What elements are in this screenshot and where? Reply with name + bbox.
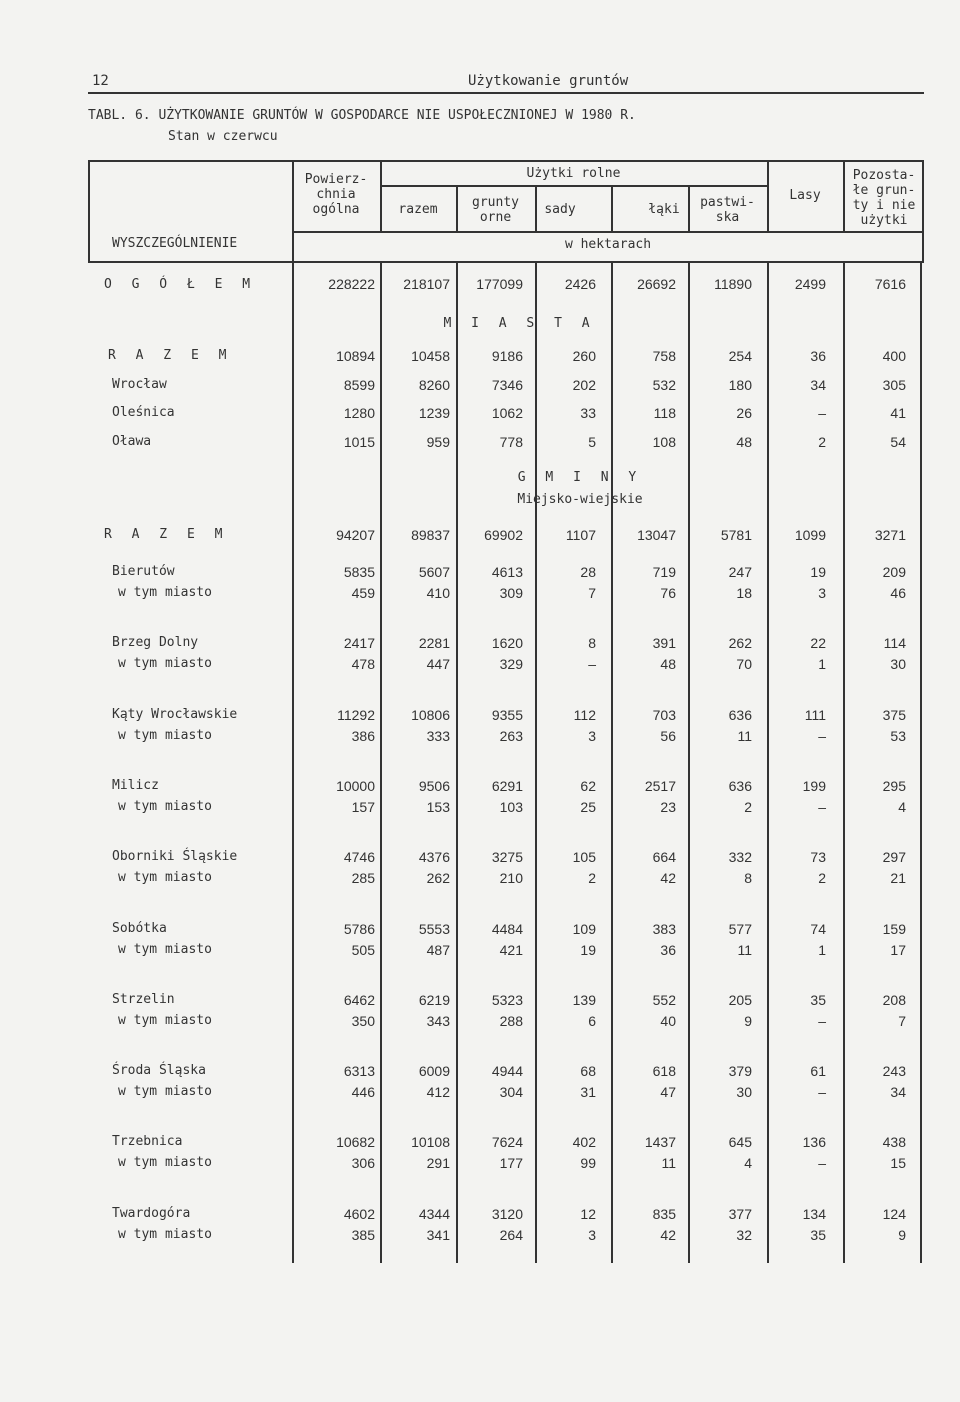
cell-value: 2 bbox=[588, 870, 596, 887]
cell-value: 1062 bbox=[491, 405, 523, 421]
cell-value: 12 bbox=[580, 1205, 596, 1222]
cell-value: 2 bbox=[744, 798, 752, 815]
cell-value: 10000 bbox=[336, 777, 375, 794]
cell-value: 4 bbox=[898, 798, 906, 815]
cell-value: 532 bbox=[652, 376, 676, 393]
cell-value: 1437 bbox=[644, 1134, 676, 1151]
row-label-w-tym-miasto: w tym miasto bbox=[118, 798, 212, 814]
cell-value: 1280 bbox=[343, 405, 375, 421]
cell-value: 11 bbox=[661, 1155, 676, 1172]
cell-value: 136 bbox=[802, 1134, 826, 1151]
cell-value: 329 bbox=[499, 656, 523, 673]
col-header-line: chnia bbox=[316, 187, 356, 202]
col-header-grunty-orne bbox=[456, 195, 535, 225]
cell-value: 5786 bbox=[343, 920, 375, 937]
cell-value: 112 bbox=[573, 706, 596, 723]
cell-value: 10806 bbox=[411, 706, 450, 723]
cell-value: 636 bbox=[728, 706, 752, 723]
cell-value: 53 bbox=[890, 727, 906, 744]
cell-value: 391 bbox=[652, 635, 676, 652]
cell-value: 10458 bbox=[411, 348, 450, 364]
cell-value: 7 bbox=[588, 585, 596, 601]
section-title-gminy: G M I N Y bbox=[517, 470, 643, 485]
cell-value: 10894 bbox=[336, 348, 375, 364]
cell-value: 28 bbox=[580, 564, 596, 580]
cell-value: 9506 bbox=[418, 777, 450, 794]
col-header-line: łe grun- bbox=[852, 183, 916, 198]
cell-value: 385 bbox=[351, 1226, 375, 1243]
cell-value: 10108 bbox=[411, 1134, 450, 1151]
cell-value: 9355 bbox=[491, 706, 523, 723]
cell-value: 157 bbox=[351, 798, 375, 815]
cell-value: 778 bbox=[499, 433, 523, 450]
cell-value: 297 bbox=[882, 849, 906, 866]
cell-value: 103 bbox=[499, 798, 523, 815]
row-label-w-tym-miasto: w tym miasto bbox=[118, 941, 212, 957]
col-header-line: pastwi- bbox=[700, 195, 755, 210]
cell-value: 111 bbox=[804, 706, 826, 723]
cell-value: 1239 bbox=[418, 405, 450, 421]
row-label-gminy-razem: R A Z E M bbox=[104, 527, 229, 542]
cell-value: 9186 bbox=[491, 348, 523, 364]
cell-value: 438 bbox=[882, 1134, 906, 1151]
cell-value: 1107 bbox=[565, 527, 596, 543]
cell-value: 210 bbox=[499, 870, 523, 887]
cell-value: 7624 bbox=[491, 1134, 523, 1151]
cell-value: 11292 bbox=[337, 706, 375, 723]
row-label-gmina: Trzebnica bbox=[112, 1134, 183, 1150]
cell-value: 343 bbox=[426, 1012, 450, 1029]
cell-value: 218107 bbox=[403, 276, 450, 292]
cell-value: 9 bbox=[898, 1226, 906, 1243]
cell-value: 8 bbox=[588, 635, 596, 652]
cell-value: 54 bbox=[890, 433, 906, 450]
cell-value: 108 bbox=[652, 433, 676, 450]
row-label-w-tym-miasto: w tym miasto bbox=[118, 1012, 212, 1028]
divider bbox=[380, 185, 767, 187]
cell-value: 42 bbox=[660, 870, 676, 887]
col-header-pozostale bbox=[845, 168, 923, 228]
cell-value: 341 bbox=[426, 1226, 450, 1243]
cell-value: 447 bbox=[426, 656, 450, 673]
section-title-miasta: M I A S T A bbox=[443, 316, 596, 331]
divider bbox=[292, 231, 924, 233]
cell-value: 446 bbox=[351, 1084, 375, 1101]
cell-value: 48 bbox=[660, 656, 676, 673]
cell-value: 758 bbox=[652, 348, 676, 364]
cell-value: 478 bbox=[351, 656, 375, 673]
cell-value: 99 bbox=[580, 1155, 596, 1172]
cell-value: 1099 bbox=[794, 527, 826, 543]
cell-value: 3120 bbox=[491, 1205, 523, 1222]
col-header-line: orne bbox=[479, 210, 512, 225]
row-label-gmina: Brzeg Dolny bbox=[112, 635, 199, 651]
cell-value: 4613 bbox=[491, 564, 523, 580]
col-header-pastwiska bbox=[688, 195, 767, 225]
cell-value: 1 bbox=[818, 656, 826, 673]
row-label: Oleśnica bbox=[112, 405, 175, 420]
cell-value: 10682 bbox=[336, 1134, 375, 1151]
running-title: Użytkowanie gruntów bbox=[468, 73, 629, 89]
row-label-gmina: Środa Śląska bbox=[112, 1063, 206, 1079]
col-header-line: ska bbox=[715, 210, 740, 225]
cell-value: 2517 bbox=[644, 777, 676, 794]
cell-value: 9 bbox=[744, 1012, 752, 1029]
row-label: R A Z E M bbox=[108, 348, 233, 363]
cell-value: – bbox=[818, 727, 826, 744]
cell-value: 109 bbox=[572, 920, 596, 937]
divider bbox=[611, 185, 613, 231]
cell-value: 114 bbox=[883, 635, 906, 652]
cell-value: 7 bbox=[898, 1012, 906, 1029]
cell-value: 124 bbox=[882, 1205, 906, 1222]
cell-value: 36 bbox=[810, 348, 826, 364]
cell-value: 26692 bbox=[637, 276, 676, 292]
cell-value: 94207 bbox=[336, 527, 375, 543]
cell-value: 21 bbox=[890, 870, 906, 887]
cell-value: 159 bbox=[882, 920, 906, 937]
row-label-w-tym-miasto: w tym miasto bbox=[118, 585, 212, 600]
cell-value: 703 bbox=[652, 706, 676, 723]
cell-value: 4376 bbox=[418, 849, 450, 866]
cell-value: 34 bbox=[810, 376, 826, 393]
cell-value: 5553 bbox=[418, 920, 450, 937]
row-label: Oława bbox=[112, 433, 152, 449]
cell-value: 8599 bbox=[343, 376, 375, 393]
cell-value: 180 bbox=[728, 376, 752, 393]
row-label-gmina: Milicz bbox=[112, 777, 159, 793]
cell-value: 6219 bbox=[418, 991, 450, 1008]
cell-value: 305 bbox=[882, 376, 906, 393]
cell-value: 350 bbox=[351, 1012, 375, 1029]
cell-value: 11 bbox=[737, 941, 752, 958]
cell-value: 577 bbox=[728, 920, 752, 937]
cell-value: 4484 bbox=[491, 920, 523, 937]
cell-value: 31 bbox=[580, 1084, 596, 1101]
cell-value: 2281 bbox=[418, 635, 450, 652]
cell-value: 208 bbox=[882, 991, 906, 1008]
cell-value: 421 bbox=[499, 941, 523, 958]
col-header-line: Powierz- bbox=[304, 172, 368, 187]
cell-value: 19 bbox=[580, 941, 596, 958]
col-header-wyszczegolnienie: WYSZCZEGÓLNIENIE bbox=[112, 236, 238, 251]
cell-value: 3271 bbox=[874, 527, 906, 543]
cell-value: 5835 bbox=[343, 564, 375, 580]
unit-label: w hektarach bbox=[564, 237, 652, 252]
col-header-line: Pozosta- bbox=[852, 168, 916, 183]
cell-value: 46 bbox=[890, 585, 906, 601]
row-label-w-tym-miasto: w tym miasto bbox=[118, 727, 212, 743]
cell-value: 1620 bbox=[491, 635, 523, 652]
cell-value: 41 bbox=[890, 405, 906, 421]
cell-value: 153 bbox=[426, 798, 450, 815]
page-number: 12 bbox=[92, 73, 109, 89]
cell-value: 205 bbox=[728, 991, 752, 1008]
cell-value: 262 bbox=[426, 870, 450, 887]
section-subtitle-gminy: Miejsko-wiejskie bbox=[517, 492, 643, 507]
cell-value: 30 bbox=[736, 1084, 752, 1101]
cell-value: 30 bbox=[890, 656, 906, 673]
cell-value: 285 bbox=[351, 870, 375, 887]
cell-value: 76 bbox=[660, 585, 676, 601]
cell-value: – bbox=[818, 1084, 826, 1101]
cell-value: 243 bbox=[882, 1063, 906, 1080]
cell-value: 61 bbox=[810, 1063, 826, 1080]
cell-value: 618 bbox=[652, 1063, 676, 1080]
cell-value: 6462 bbox=[343, 991, 375, 1008]
cell-value: 505 bbox=[351, 941, 375, 958]
col-header-uzytki-rolne: Użytki rolne bbox=[526, 166, 621, 181]
cell-value: 288 bbox=[499, 1012, 523, 1029]
cell-value: 34 bbox=[890, 1084, 906, 1101]
col-header-line: użytki bbox=[860, 213, 908, 228]
cell-value: 254 bbox=[728, 348, 752, 364]
cell-value: 177 bbox=[499, 1155, 523, 1172]
cell-value: 2499 bbox=[794, 276, 826, 292]
row-label: Wrocław bbox=[112, 376, 167, 392]
cell-value: 636 bbox=[728, 777, 752, 794]
cell-value: 3 bbox=[818, 585, 826, 601]
cell-value: 6 bbox=[588, 1012, 596, 1029]
cell-value: 379 bbox=[728, 1063, 752, 1080]
row-label-gmina: Bierutów bbox=[112, 564, 175, 579]
cell-value: 2426 bbox=[564, 276, 596, 292]
cell-value: 23 bbox=[660, 798, 676, 815]
cell-value: 304 bbox=[499, 1084, 523, 1101]
row-label-w-tym-miasto: w tym miasto bbox=[118, 1155, 212, 1171]
cell-value: 118 bbox=[653, 405, 676, 421]
col-header-laki: łąki bbox=[648, 202, 680, 217]
cell-value: 89837 bbox=[411, 527, 450, 543]
row-label-gmina: Sobótka bbox=[112, 920, 167, 936]
cell-value: 664 bbox=[652, 849, 676, 866]
cell-value: – bbox=[818, 798, 826, 815]
cell-value: 332 bbox=[728, 849, 752, 866]
cell-value: – bbox=[818, 1012, 826, 1029]
cell-value: 719 bbox=[652, 564, 676, 580]
cell-value: 4602 bbox=[343, 1205, 375, 1222]
cell-value: 32 bbox=[736, 1226, 752, 1243]
cell-value: 262 bbox=[728, 635, 752, 652]
cell-value: 13047 bbox=[637, 527, 676, 543]
row-label-w-tym-miasto: w tym miasto bbox=[118, 656, 212, 672]
row-label-gmina: Kąty Wrocławskie bbox=[112, 706, 238, 722]
cell-value: 375 bbox=[882, 706, 906, 723]
cell-value: 35 bbox=[810, 1226, 826, 1243]
cell-value: 70 bbox=[736, 656, 752, 673]
cell-value: 35 bbox=[810, 991, 826, 1008]
cell-value: 139 bbox=[572, 991, 596, 1008]
row-label-w-tym-miasto: w tym miasto bbox=[118, 870, 212, 886]
cell-value: 263 bbox=[499, 727, 523, 744]
cell-value: 402 bbox=[572, 1134, 596, 1151]
cell-value: 202 bbox=[572, 376, 596, 393]
cell-value: 552 bbox=[652, 991, 676, 1008]
cell-value: 74 bbox=[810, 920, 826, 937]
cell-value: 47 bbox=[660, 1084, 676, 1101]
cell-value: 228222 bbox=[328, 276, 375, 292]
cell-value: 3 bbox=[588, 727, 596, 744]
cell-value: 33 bbox=[580, 405, 596, 421]
divider bbox=[920, 263, 922, 1263]
cell-value: 377 bbox=[728, 1205, 752, 1222]
cell-value: 835 bbox=[652, 1205, 676, 1222]
cell-value: 264 bbox=[499, 1226, 523, 1243]
table-title: TABL. 6. UŻYTKOWANIE GRUNTÓW W GOSPODARCE NIE USPOŁECZNIONEJ W 1980 R. bbox=[88, 108, 636, 123]
cell-value: 40 bbox=[660, 1012, 676, 1029]
cell-value: 412 bbox=[426, 1084, 450, 1101]
cell-value: 400 bbox=[882, 348, 906, 364]
cell-value: 4 bbox=[744, 1155, 752, 1172]
row-label-ogolem: O G Ó Ł E M bbox=[104, 277, 257, 292]
col-header-line: grunty bbox=[472, 195, 519, 210]
cell-value: 5781 bbox=[720, 527, 752, 543]
col-header-powierzchnia bbox=[296, 172, 376, 217]
cell-value: 295 bbox=[882, 777, 906, 794]
cell-value: 6291 bbox=[491, 777, 523, 794]
cell-value: 6313 bbox=[343, 1063, 375, 1080]
cell-value: – bbox=[818, 405, 826, 421]
cell-value: 22 bbox=[810, 635, 826, 652]
row-label-gmina: Strzelin bbox=[112, 991, 175, 1007]
cell-value: 25 bbox=[580, 798, 596, 815]
cell-value: 2417 bbox=[343, 635, 375, 652]
cell-value: 383 bbox=[652, 920, 676, 937]
cell-value: 134 bbox=[802, 1205, 826, 1222]
cell-value: 18 bbox=[736, 585, 752, 601]
cell-value: 309 bbox=[499, 585, 523, 601]
cell-value: 4944 bbox=[491, 1063, 523, 1080]
cell-value: 306 bbox=[351, 1155, 375, 1172]
cell-value: 487 bbox=[426, 941, 450, 958]
cell-value: 1015 bbox=[343, 433, 375, 450]
row-label-gmina: Oborniki Śląskie bbox=[112, 849, 238, 865]
table-subtitle: Stan w czerwcu bbox=[168, 129, 278, 144]
cell-value: 291 bbox=[426, 1155, 450, 1172]
cell-value: 8 bbox=[744, 870, 752, 887]
cell-value: 5 bbox=[588, 433, 596, 450]
row-label-w-tym-miasto: w tym miasto bbox=[118, 1226, 212, 1242]
row-label-w-tym-miasto: w tym miasto bbox=[118, 1084, 212, 1100]
cell-value: 4746 bbox=[343, 849, 375, 866]
cell-value: 5323 bbox=[491, 991, 523, 1008]
cell-value: 959 bbox=[426, 433, 450, 450]
cell-value: 42 bbox=[660, 1226, 676, 1243]
row-label-gmina: Twardogóra bbox=[112, 1205, 191, 1221]
cell-value: 11890 bbox=[714, 276, 752, 292]
cell-value: 2 bbox=[818, 433, 826, 450]
cell-value: 48 bbox=[736, 433, 752, 450]
cell-value: 15 bbox=[890, 1155, 906, 1172]
col-header-line: ty i nie bbox=[852, 198, 916, 213]
cell-value: – bbox=[818, 1155, 826, 1172]
cell-value: 333 bbox=[426, 727, 450, 744]
cell-value: 7346 bbox=[491, 376, 523, 393]
cell-value: 3 bbox=[588, 1226, 596, 1243]
cell-value: 17 bbox=[890, 941, 906, 958]
cell-value: 2 bbox=[818, 870, 826, 887]
cell-value: 199 bbox=[802, 777, 826, 794]
cell-value: 386 bbox=[351, 727, 375, 744]
cell-value: 7616 bbox=[874, 276, 906, 292]
col-header-line: ogólna bbox=[312, 202, 360, 217]
cell-value: 1 bbox=[818, 941, 826, 958]
cell-value: 68 bbox=[580, 1063, 596, 1080]
cell-value: 459 bbox=[351, 585, 375, 601]
cell-value: 6009 bbox=[418, 1063, 450, 1080]
col-header-lasy: Lasy bbox=[789, 188, 821, 203]
cell-value: 19 bbox=[810, 564, 826, 580]
cell-value: 260 bbox=[572, 348, 596, 364]
cell-value: – bbox=[588, 656, 596, 673]
cell-value: 36 bbox=[660, 941, 676, 958]
cell-value: 410 bbox=[426, 585, 450, 601]
cell-value: 247 bbox=[728, 564, 752, 580]
cell-value: 105 bbox=[572, 849, 596, 866]
cell-value: 11 bbox=[737, 727, 752, 744]
cell-value: 62 bbox=[580, 777, 596, 794]
cell-value: 4344 bbox=[418, 1205, 450, 1222]
cell-value: 645 bbox=[728, 1134, 752, 1151]
cell-value: 73 bbox=[810, 849, 826, 866]
cell-value: 69902 bbox=[484, 527, 523, 543]
cell-value: 209 bbox=[882, 564, 906, 580]
cell-value: 26 bbox=[736, 405, 752, 421]
cell-value: 8260 bbox=[418, 376, 450, 393]
cell-value: 5607 bbox=[418, 564, 450, 580]
cell-value: 3275 bbox=[491, 849, 523, 866]
col-header-sady: sady bbox=[544, 202, 576, 217]
cell-value: 177099 bbox=[476, 276, 523, 292]
col-header-razem: razem bbox=[398, 202, 438, 217]
header-rule bbox=[88, 92, 924, 94]
cell-value: 56 bbox=[660, 727, 676, 744]
